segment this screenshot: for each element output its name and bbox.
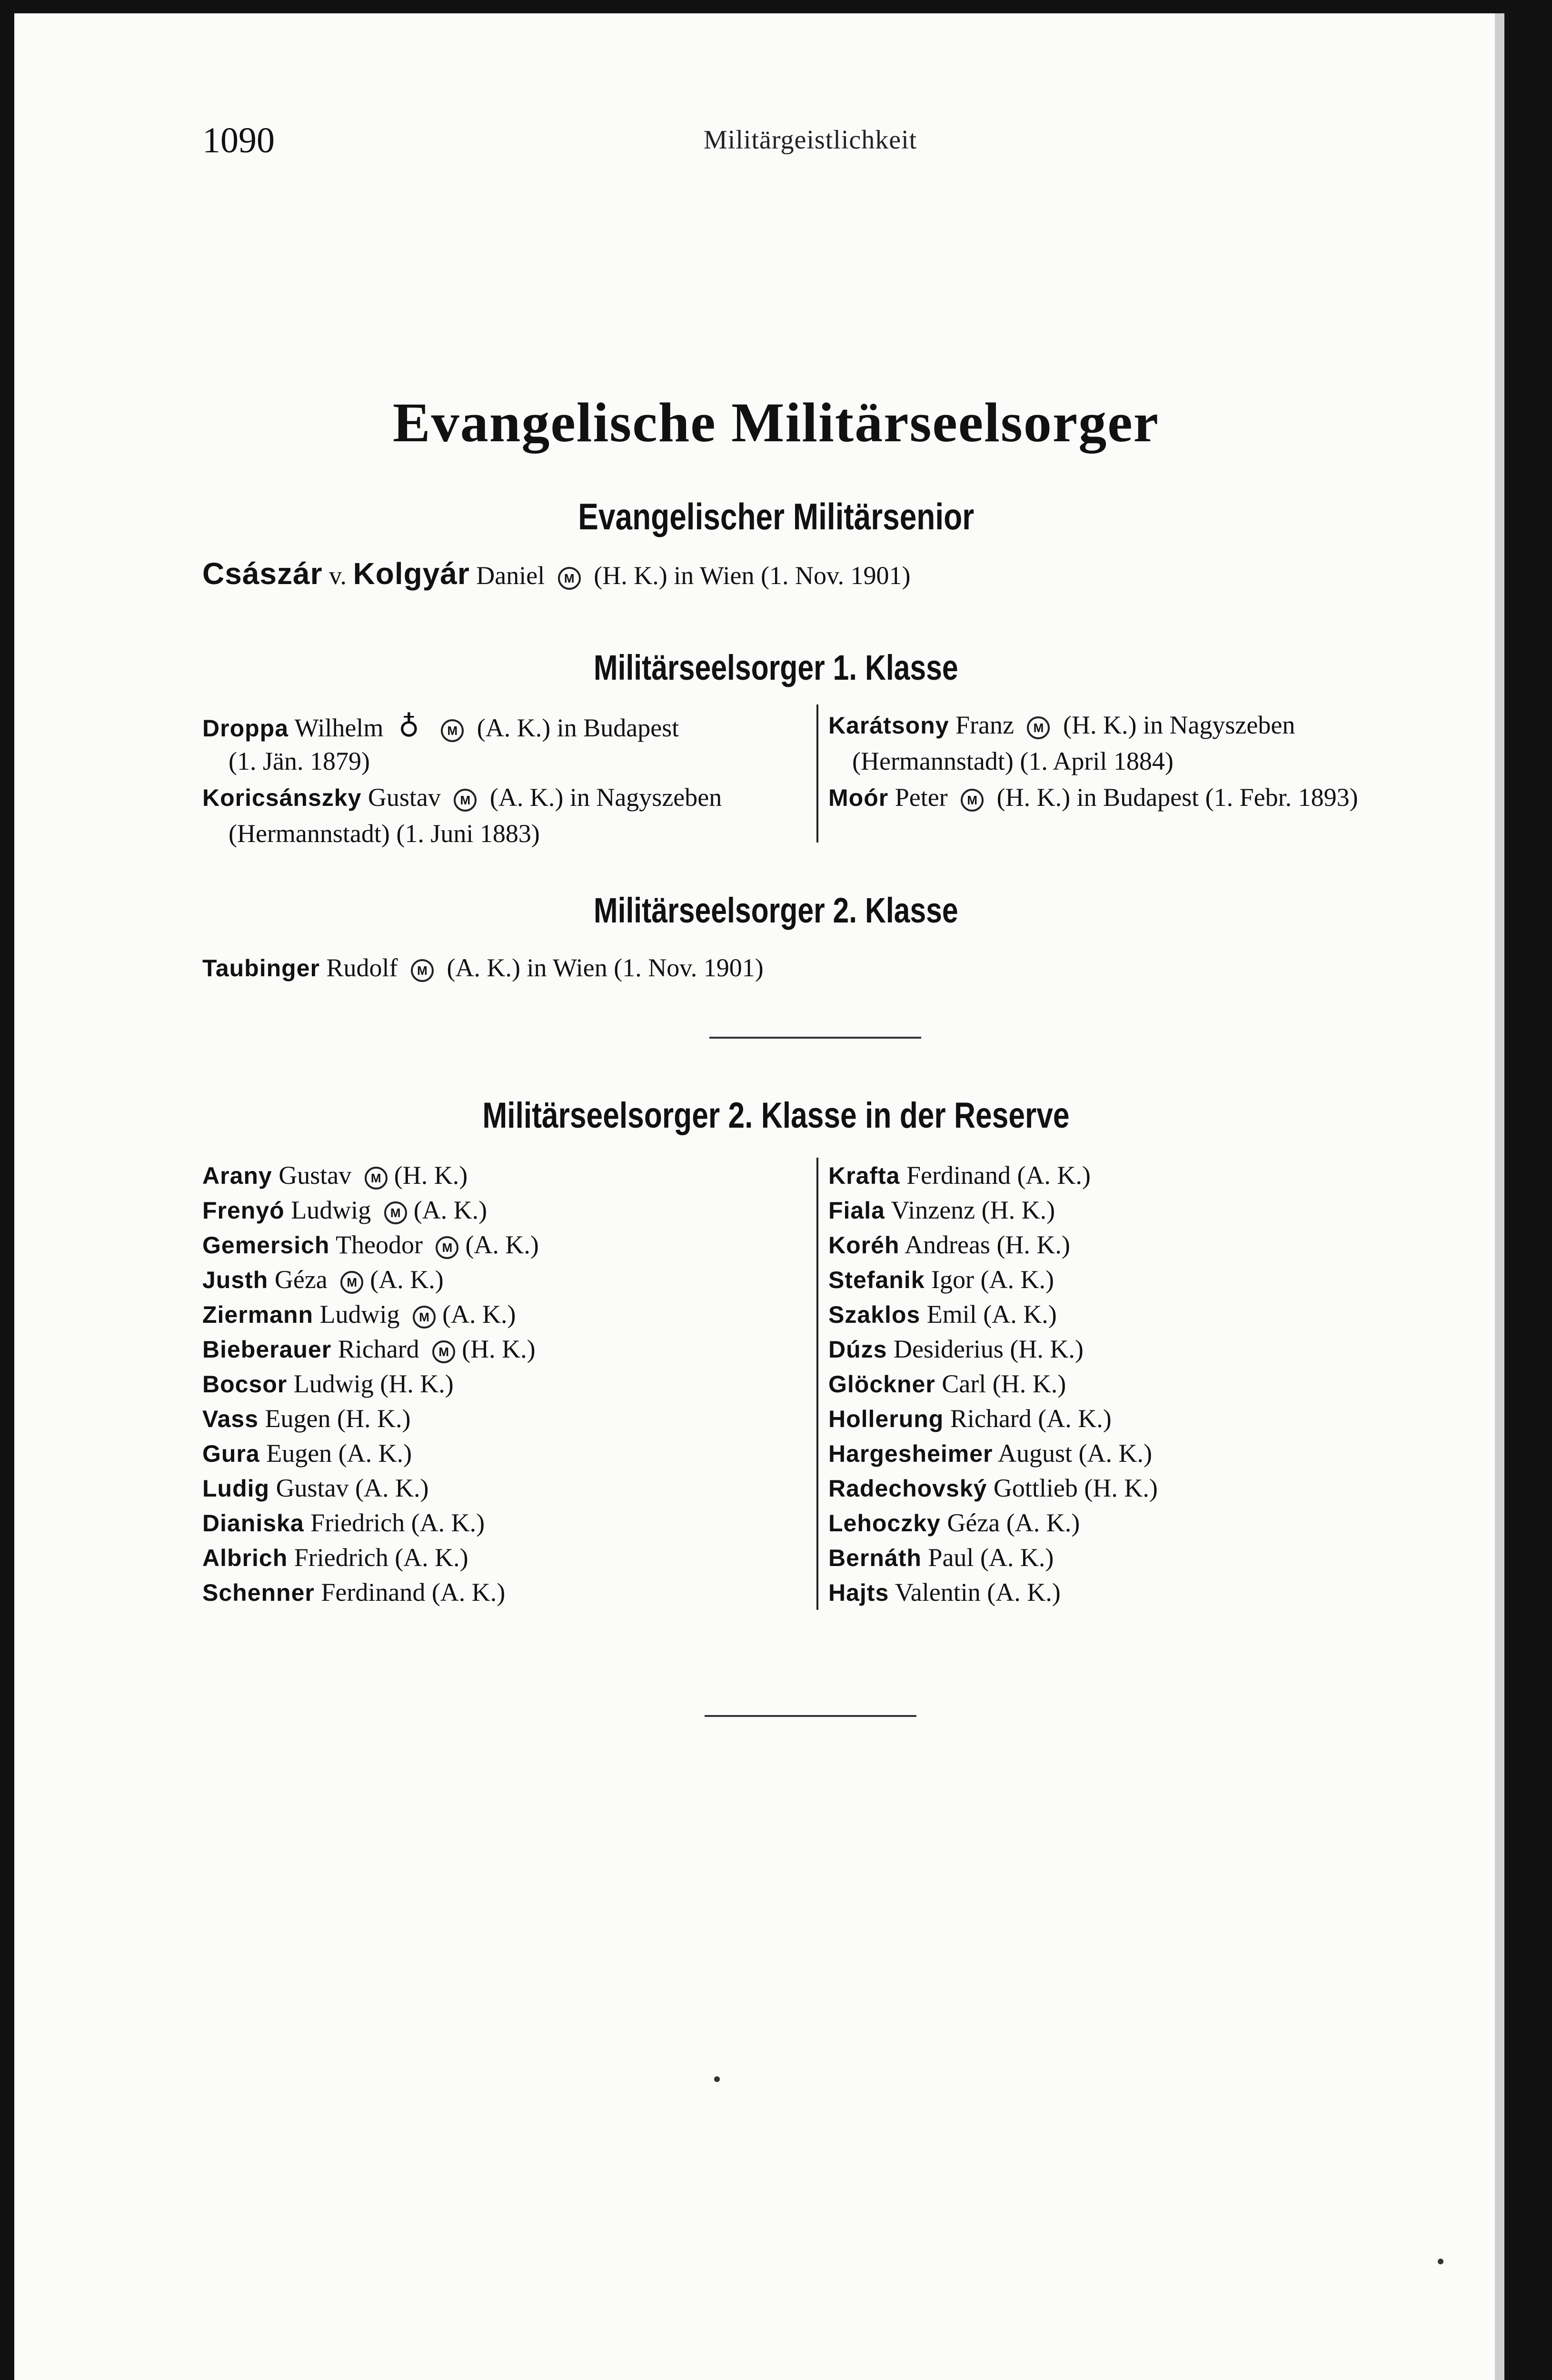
list-item bbox=[202, 1230, 539, 1259]
given-name: Gottlieb bbox=[993, 1474, 1078, 1502]
surname: Gemersich bbox=[202, 1232, 330, 1259]
corps: (H. K.) bbox=[996, 1230, 1070, 1259]
list-item bbox=[828, 1543, 1054, 1572]
list-item bbox=[828, 1438, 1152, 1468]
page-number: 1090 bbox=[202, 120, 275, 160]
given-name: Ferdinand bbox=[321, 1578, 426, 1606]
k1-left-entry-1: Droppa Wilhelm ♁ M (A. K.) in Budapest bbox=[202, 711, 679, 743]
corps: (H. K.) bbox=[1084, 1474, 1158, 1502]
surname: Dianiska bbox=[202, 1510, 304, 1537]
section-heading-klasse2: Militärseelsorger 2. Klasse bbox=[594, 891, 958, 930]
corps: (A. K.) bbox=[1038, 1404, 1112, 1433]
list-item bbox=[202, 1369, 454, 1398]
given-name: Theodor bbox=[336, 1230, 423, 1259]
list-item bbox=[828, 1577, 1061, 1607]
surname: Glöckner bbox=[828, 1371, 935, 1398]
corps: (A. K.) bbox=[983, 1300, 1057, 1329]
list-item bbox=[202, 1299, 516, 1329]
scan-speck bbox=[714, 2076, 720, 2082]
list-item bbox=[828, 1334, 1084, 1364]
list-item bbox=[828, 1369, 1066, 1398]
section-heading-klasse1: Militärseelsorger 1. Klasse bbox=[594, 648, 958, 687]
page-edge-shadow bbox=[1495, 13, 1504, 2380]
list-item bbox=[828, 1473, 1158, 1503]
list-item bbox=[202, 1195, 487, 1225]
surname: Vass bbox=[202, 1406, 259, 1432]
surname: Albrich bbox=[202, 1545, 288, 1571]
list-item bbox=[202, 1438, 412, 1468]
surname: Hargesheimer bbox=[828, 1440, 993, 1467]
surname: Frenyó bbox=[202, 1197, 285, 1224]
section-heading-senior: Evangelischer Militärsenior bbox=[578, 496, 974, 537]
given-name: Géza bbox=[274, 1265, 328, 1294]
list-item bbox=[202, 1404, 410, 1433]
surname: Fiala bbox=[828, 1197, 885, 1224]
given-name: Ludwig bbox=[293, 1369, 374, 1398]
surname: Hollerung bbox=[828, 1406, 944, 1432]
corps: (H. K.) bbox=[380, 1369, 454, 1398]
corps: (A. K.) bbox=[355, 1474, 429, 1502]
corps: (A. K.) bbox=[370, 1265, 444, 1294]
corps: (A. K.) bbox=[1017, 1161, 1091, 1190]
corps: (A. K.) bbox=[980, 1265, 1054, 1294]
k1-right-entry-2: Moór Peter M (H. K.) in Budapest (1. Febr. 1893) bbox=[828, 783, 1358, 812]
corps: (H. K.) bbox=[394, 1161, 468, 1190]
given-name: Igor bbox=[931, 1265, 974, 1294]
list-item bbox=[202, 1265, 444, 1294]
given-name: Vinzenz bbox=[891, 1196, 975, 1224]
given-name: Paul bbox=[928, 1543, 974, 1572]
medal-icon: M bbox=[558, 567, 581, 590]
column-divider bbox=[816, 704, 818, 843]
given-name: Andreas bbox=[905, 1230, 990, 1259]
given-name: Gustav bbox=[279, 1161, 352, 1190]
given-name: Friedrich bbox=[310, 1508, 405, 1537]
corps: (A. K.) bbox=[338, 1439, 412, 1468]
medal-icon: M bbox=[1027, 716, 1050, 739]
surname: Justh bbox=[202, 1267, 269, 1293]
running-title: Militärgeistlichkeit bbox=[704, 125, 917, 155]
given-name: Ludwig bbox=[291, 1196, 371, 1224]
corps: (H. K.) bbox=[337, 1404, 411, 1433]
medal-icon: M bbox=[441, 719, 464, 742]
list-item bbox=[828, 1265, 1054, 1294]
medal-icon: M bbox=[432, 1340, 455, 1363]
corps: (H. K.) bbox=[992, 1369, 1066, 1398]
corps: (A. K.) bbox=[431, 1578, 506, 1606]
given-name: Friedrich bbox=[294, 1543, 388, 1572]
surname: Schenner bbox=[202, 1579, 315, 1606]
medal-icon: M bbox=[411, 959, 434, 982]
given-name: Carl bbox=[942, 1369, 986, 1398]
surname: Ziermann bbox=[202, 1301, 314, 1328]
surname: Radechovský bbox=[828, 1475, 987, 1502]
list-item bbox=[828, 1299, 1057, 1329]
corps: (A. K.) bbox=[395, 1543, 468, 1572]
given-name: Gustav bbox=[276, 1474, 349, 1502]
surname: Ludig bbox=[202, 1475, 270, 1502]
corps: (H. K.) bbox=[1010, 1335, 1084, 1363]
section-heading-reserve: Militärseelsorger 2. Klasse in der Reserve bbox=[482, 1095, 1070, 1136]
given-name: Richard bbox=[338, 1335, 419, 1363]
k1-right-entry-1: Karátsony Franz M (H. K.) in Nagyszeben bbox=[828, 711, 1295, 739]
corps: (A. K.) bbox=[465, 1230, 539, 1259]
k1-right-entry-1-line2: (Hermannstadt) (1. April 1884) bbox=[852, 747, 1174, 775]
list-item bbox=[202, 1160, 468, 1190]
given-name: Ferdinand bbox=[906, 1161, 1011, 1190]
k1-left-entry-1-line2: (1. Jän. 1879) bbox=[229, 747, 370, 775]
list-item bbox=[828, 1195, 1055, 1225]
list-item bbox=[202, 1473, 429, 1503]
surname: Koréh bbox=[828, 1232, 900, 1259]
medal-icon: M bbox=[961, 789, 984, 812]
surname: Stefanik bbox=[828, 1267, 925, 1293]
medal-icon: M bbox=[413, 1306, 436, 1329]
corps: (A. K.) bbox=[987, 1578, 1061, 1606]
medal-icon: M bbox=[365, 1167, 388, 1190]
corps: (A. K.) bbox=[1006, 1508, 1080, 1537]
surname: Lehoczky bbox=[828, 1510, 941, 1537]
medal-icon: M bbox=[454, 789, 477, 812]
medal-icon: M bbox=[384, 1201, 407, 1224]
given-name: Eugen bbox=[265, 1404, 331, 1433]
medal-icon: M bbox=[436, 1236, 458, 1259]
given-name: Eugen bbox=[266, 1439, 332, 1468]
column-divider bbox=[816, 1158, 818, 1610]
given-name: Ludwig bbox=[319, 1300, 400, 1329]
scan-speck bbox=[1438, 2259, 1443, 2264]
list-item bbox=[202, 1577, 505, 1607]
given-name: Richard bbox=[950, 1404, 1032, 1433]
end-rule bbox=[705, 1715, 916, 1717]
page-title: Evangelische Militärseelsorger bbox=[393, 391, 1159, 454]
surname: Bieberauer bbox=[202, 1336, 332, 1363]
k1-left-entry-2: Koricsánszky Gustav M (A. K.) in Nagyszeben bbox=[202, 783, 722, 812]
surname: Arany bbox=[202, 1162, 272, 1189]
given-name: August bbox=[998, 1439, 1073, 1468]
klasse2-entry: Taubinger Rudolf M (A. K.) in Wien (1. Nov. 1901) bbox=[202, 953, 764, 982]
given-name: Géza bbox=[947, 1508, 1000, 1537]
surname: Krafta bbox=[828, 1162, 900, 1189]
surname: Dúzs bbox=[828, 1336, 887, 1363]
section-rule bbox=[709, 1037, 921, 1039]
corps: (A. K.) bbox=[1078, 1439, 1153, 1468]
list-item bbox=[828, 1230, 1070, 1259]
senior-entry: Császár v. Kolgyár Daniel M (H. K.) in Wien (1. Nov. 1901) bbox=[202, 556, 911, 591]
corps: (H. K.) bbox=[462, 1335, 536, 1363]
surname: Szaklos bbox=[828, 1301, 921, 1328]
medal-icon: M bbox=[340, 1271, 363, 1294]
list-item bbox=[202, 1334, 536, 1364]
given-name: Desiderius bbox=[893, 1335, 1004, 1363]
list-item bbox=[828, 1508, 1080, 1537]
corps: (A. K.) bbox=[411, 1508, 485, 1537]
k1-left-entry-2-line2: (Hermannstadt) (1. Juni 1883) bbox=[229, 819, 540, 848]
corps: (H. K.) bbox=[981, 1196, 1055, 1224]
surname: Gura bbox=[202, 1440, 260, 1467]
list-item bbox=[828, 1404, 1112, 1433]
list-item bbox=[202, 1508, 485, 1537]
surname: Hajts bbox=[828, 1579, 889, 1606]
list-item bbox=[202, 1543, 468, 1572]
given-name: Emil bbox=[926, 1300, 977, 1329]
corps: (A. K.) bbox=[980, 1543, 1054, 1572]
given-name: Valentin bbox=[895, 1578, 981, 1606]
corps: (A. K.) bbox=[442, 1300, 516, 1329]
ernestine-cross-icon: ♁ bbox=[398, 711, 419, 743]
corps: (A. K.) bbox=[413, 1196, 487, 1224]
list-item bbox=[828, 1160, 1091, 1190]
surname: Bernáth bbox=[828, 1545, 922, 1571]
surname: Bocsor bbox=[202, 1371, 288, 1398]
